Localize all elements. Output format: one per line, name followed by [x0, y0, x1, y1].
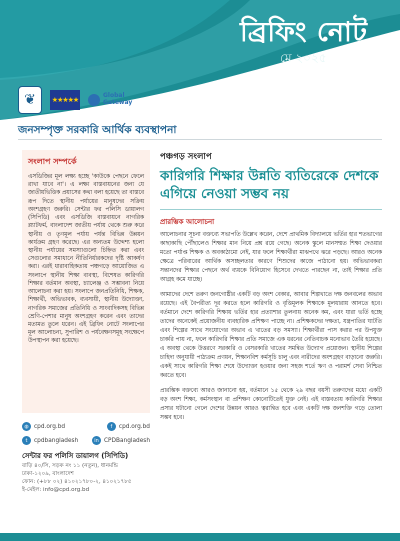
paragraph-1: আলোচনার সূচনা বক্তব্যে সভাপতি উল্লেখ করেন, দেশে প্রাথমিক বিদ্যালয়ে ভর্তির হার শতভাগের কাছাকাছি পৌঁছালেও শিক্ষার মান নিয়ে প্রশ্ন রয়ে গেছে। অনেক স্কুলে মানসম্মত শিক্ষা দেওয়ার মতো পর্যাপ্ত শিক্ষক ও অবকাঠামো নেই, যার ফলে শিক্ষার্থীরা মাঝপথে ঝরে পড়ছে। আরও অনেক ক্ষেত্রে পরিবারের আর্থিক অসচ্ছলতার কারণে শিশুদের কাজে পাঠানো হয়। অভিভাবকরা সন্তানদের শিক্ষার পেছনে অর্থ ব্যয়কে বিনিয়োগ হিসেবে দেখতে পারছেন না, তাই শিক্ষার প্রতি আগ্রহ কমে যাচ্ছে। — [160, 232, 382, 284]
organization-email[interactable]: ই-মেইল: info@cpd.org.bd — [22, 487, 90, 494]
issue-number-badge: ৬ — [336, 66, 378, 108]
briefing-note-title: ব্রিফিং নোট — [240, 17, 368, 48]
headline-divider — [160, 209, 382, 210]
partner-logos — [18, 86, 132, 114]
gg-line2: Gateway — [103, 99, 133, 106]
section-heading: প্রারম্ভিক আলোচনা — [160, 218, 215, 227]
dialogue-location: পঞ্চগড় সংলাপ — [160, 152, 212, 162]
sidebar-heading: সংলাপ সম্পর্কে — [28, 157, 77, 166]
organization-name: সেন্টার ফর পলিসি ডায়ালগ (সিপিডি) — [22, 452, 129, 460]
organization-address: বাড়ি ৪০/সি, সড়ক নং ১১ (নতুন), ধানমন্ডি — [22, 463, 119, 469]
about-dialogue-box — [22, 150, 150, 413]
publication-date: মে ২০২৫ — [280, 51, 327, 65]
website-link[interactable]: ◍ cpd.org.bd — [22, 422, 65, 431]
program-tagline: জনসম্পৃক্ত সরকারি আর্থিক ব্যবস্থাপনা — [18, 124, 177, 136]
organization-city: ঢাকা-১২০৯, বাংলাদেশ — [22, 471, 74, 478]
sidebar-body: এসডিজির মূল লক্ষ্য হচ্ছে 'কাউকে পেছনে ফেলে রাখা যাবে না'। এ লক্ষ্য বাস্তবায়নের জন্য যে জাতীয়ভিত্তিক প্রয়াসের কথা বলা হয়েছে তা বাস্তবে রূপ দিতে স্থানীয় পর্যায়ের মানুষদের সক্রিয় অংশগ্রহণ জরুরি। সেন্টার ফর পলিসি ডায়ালগ (সিপিডি) এবং এসডিজি বাস্তবায়নে নাগরিক প্ল্যাটফর্ম, বাংলাদেশ জাতীয় পর্যায় থেকে শুরু করে স্থানীয় ও তৃণমূল পর্যায় পর্যন্ত বিভিন্ন উন্নয়ন কার্যক্রম গ্রহণ করেছে। এর অন্যতম উদ্দেশ্য হলো স্থানীয় পর্যায়ের সমস্যাগুলো চিহ্নিত করা এবং সেগুলোর সমাধানে নীতিনির্ধারকদের দৃষ্টি আকর্ষণ করা। এরই ধারাবাহিকতায় পঞ্চগড়ে আয়োজিত এ সংলাপে স্থানীয় শিক্ষা ব্যবস্থা, বিশেষত কারিগরি শিক্ষার বর্তমান অবস্থা, চ্যালেঞ্জ ও সম্ভাবনা নিয়ে আলোচনা করা হয়। সংলাপে জনপ্রতিনিধি, শিক্ষক, শিক্ষার্থী, অভিভাবক, ব্যবসায়ী, স্থানীয় উদ্যোক্তা, নাগরিক সমাজের প্রতিনিধি ও সাংবাদিকসহ বিভিন্ন শ্রেণি-পেশার মানুষ অংশগ্রহণ করেন এবং তাদের মতামত তুলে ধরেন। এই ব্রিফিং নোটে সংলাপের মূল আলোচনা, সুপারিশ ও পর্যবেক্ষণসমূহ সংক্ষেপে উপস্থাপন করা হয়েছে। — [28, 174, 144, 345]
gg-line1: Global — [103, 92, 125, 100]
paragraph-2: আমাদের দেশে তরুণ জনগোষ্ঠীর একটি বড় অংশ বেকার, আবার শিল্পখাতে দক্ষ জনবলের অভাব রয়েছে। এই বৈপরীত্য দূর করতে হলে কারিগরি ও বৃত্তিমূলক শিক্ষাকে মূলধারায় আনতে হবে। বর্তমানে দেশে কারিগরি শিক্ষায় ভর্তির হার প্রত্যাশার তুলনায় অনেক কম, এবং যারা ভর্তি হচ্ছে তাদের অনেকেই প্রয়োজনীয় ব্যবহারিক প্রশিক্ষণ পাচ্ছে না। প্রশিক্ষকদের দক্ষতা, যন্ত্রপাতির ঘাটতি এবং শিল্পের সাথে সংযোগের অভাব এ খাতের বড় সমস্যা। শিক্ষার্থীরা পাস করার পর উপযুক্ত চাকরি পায় না, ফলে কারিগরি শিক্ষার প্রতি সমাজে এক ধরনের নেতিবাচক মনোভাব তৈরি হয়েছে। এ অবস্থা থেকে উত্তরণে সরকারি ও বেসরকারি খাতের সমন্বিত উদ্যোগ প্রয়োজন। স্থানীয় শিল্পের চাহিদা অনুযায়ী পাঠ্যক্রম প্রণয়ন, শিক্ষানবিশ কর্মসূচি চালু এবং নারীদের অংশগ্রহণ বাড়ানো জরুরি। একই সাথে কারিগরি শিক্ষা শেষে উদ্যোক্তা হওয়ার জন্য সহজ শর্তে ঋণ ও পরামর্শ সেবা নিশ্চিত করতে হবে। — [160, 292, 382, 380]
linkedin-link[interactable]: in CPDBangladesh — [92, 436, 150, 445]
footer-band — [0, 533, 400, 541]
organization-phone: ফোন: (+৮৮ ০২) ৪১০২১৭৮০-২, ৪১০২১৭৮৫ — [22, 479, 132, 486]
eu-flag-logo-icon: ★★★★★ — [50, 90, 80, 110]
paragraph-3: প্রারম্ভিক বক্তব্যে আরও জানানো হয়, বর্তমানে ১৫ থেকে ২৯ বছর বয়সী তরুণদের মধ্যে একটি বড় অংশ শিক্ষা, কর্মসংস্থান বা প্রশিক্ষণ কোনোটিতেই যুক্ত নেই। এই বাস্তবতায় কারিগরি শিক্ষার প্রসার ঘটানো গেলে দেশের উন্নয়ন আরও ত্বরান্বিত হবে এবং একটি দক্ষ জনশক্তি গড়ে তোলা সম্ভব হবে। — [160, 388, 382, 422]
twitter-icon: t — [22, 436, 31, 445]
contact-block — [22, 422, 150, 494]
article-headline: কারিগরি শিক্ষার উন্নতি ব্যতিরেকে দেশকে এগিয়ে নেওয়া সম্ভব নয় — [160, 168, 379, 203]
linkedin-icon: in — [92, 436, 101, 445]
main-article — [160, 150, 382, 429]
globe-icon: ◍ — [22, 422, 31, 431]
global-gateway-icon — [88, 94, 100, 106]
facebook-link[interactable]: f cpd.org.bd — [107, 422, 150, 431]
twitter-link[interactable]: t cpdbangladesh — [22, 436, 78, 445]
divider — [18, 139, 382, 140]
global-gateway-logo — [88, 93, 132, 106]
facebook-icon: f — [107, 422, 116, 431]
cpd-leaf-logo-icon: ❦ — [18, 86, 42, 114]
